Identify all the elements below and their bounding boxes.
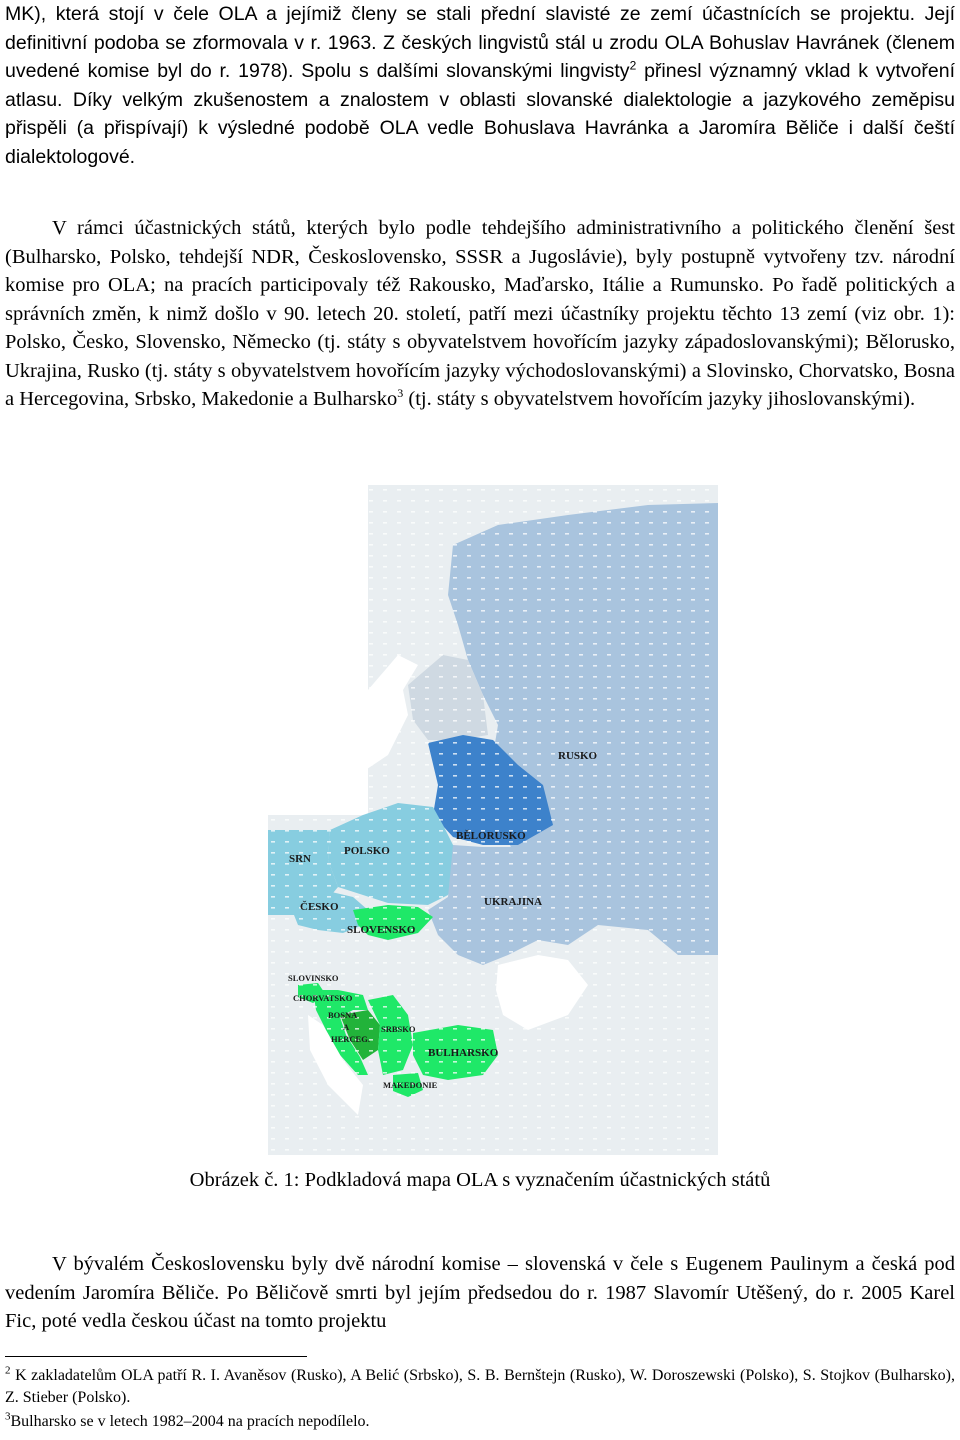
paragraph-2 [5, 214, 955, 414]
paragraph-1 [5, 0, 955, 171]
footnote-3-text: Bulharsko se v letech 1982–2004 na pracích nepodílelo. [10, 1413, 370, 1430]
map-label-ukrajina: UKRAJINA [484, 896, 543, 908]
footnote-ref-3[interactable]: 3 [397, 386, 404, 401]
map-label-polsko: POLSKO [344, 845, 390, 857]
paragraph-2-text-b: (tj. státy s obyvatelstvem hovořícím jazyky jihoslovanskými). [403, 388, 916, 410]
footnote-2 [5, 1365, 955, 1409]
footnote-3 [5, 1411, 955, 1433]
footnote-ref-2[interactable]: 2 [629, 58, 637, 73]
map-label-cesko: ČESKO [300, 901, 339, 913]
ola-base-map [268, 485, 718, 1155]
footnote-2-text: K zakladatelům OLA patří R. I. Avaněsov (Rusko), A Belić (Srbsko), S. B. Bernštejn (Rusko), W. Doroszewski (Polsko), S. Stojkov (Bulharsko), Z. Stieber (Polsko). [5, 1367, 956, 1406]
paragraph-3: V bývalém Československu byly dvě národní komise – slovenská v čele s Eugenem Paulinym a česká pod vedením Jaromíra Běliče. Po Běličově smrti byl jejím předsedou do r. 1987 Slavomír Utěšený, do r. 2005 Karel Fic, poté vedla českou účast na tomto projektu [5, 1253, 955, 1332]
map-label-makedonie: MAKEDONIE [383, 1080, 438, 1090]
map-label-slovensko: SLOVENSKO [347, 924, 416, 936]
map-label-slovinsko: SLOVINSKO [288, 973, 339, 983]
paragraph-1-text-a: MK), která stojí v čele OLA a jejímiž členy se stali přední slavisté ze zemí účastnících se projektu. Její definitivní podoba se zformovala v r. 1963. Z českých lingvistů stál u zrodu OLA Bohuslav Havránek (členem uvedené komise byl do r. 1978). Spolu s dalšími slovanskými lingvisty [5, 3, 955, 82]
map-svg [268, 485, 718, 1155]
map-label-bosna-2: A [343, 1022, 350, 1032]
figure-caption: Obrázek č. 1: Podkladová mapa OLA s vyznačením účastnických států [189, 1169, 771, 1191]
map-label-chorvatsko: CHORVATSKO [293, 993, 353, 1003]
map-label-bulharsko: BULHARSKO [428, 1047, 499, 1059]
map-label-srn: SRN [289, 853, 312, 865]
footnote-3-number: 3 [5, 1410, 11, 1423]
paragraph-1-text-b: přinesl významný vklad k vytvoření atlasu. Díky velkým zkušenostem a znalostem v oblasti slovanské dialektologie a jazykového zeměpisu přispěli (a přispívají) k výsledné podobě OLA vedle Bohuslava Havránka a Jaromíra Běliče i další čeští dialektologové. [5, 60, 955, 168]
map-label-bosna-1: BOSNA [328, 1010, 358, 1020]
map-label-belorusko: BĚLORUSKO [456, 830, 526, 842]
footnote-2-number: 2 [5, 1364, 11, 1377]
map-label-bosna-3: HERCEG. [331, 1034, 370, 1044]
map-label-rusko: RUSKO [558, 750, 598, 762]
map-label-srbsko: SRBSKO [381, 1024, 416, 1034]
paragraph-2-text-a: V rámci účastnických států, kterých bylo podle tehdejšího administrativního a politického členění šest (Bulharsko, Polsko, tehdejší NDR, Československo, SSSR a Jugoslávie), byly postupně vytvořeny tzv. národní komise pro OLA; na pracích participovaly též Rakousko, Maďarsko, Itálie a Rumunsko. Po řadě politických a správních změn, k nimž došlo v 90. letech 20. století, patří mezi účastníky projektu těchto 13 zemí (viz obr. 1): Polsko, Česko, Slovensko, Německo (tj. státy s obyvatelstvem hovořícím jazyky západoslovanskými); Bělorusko, Ukrajina, Rusko (tj. státy s obyvatelstvem hovořícím jazyky východoslovanskými) a Slovinsko, Chorvatsko, Bosna a Hercegovina, Srbsko, Makedonie a Bulharsko [5, 217, 955, 410]
footnote-separator [5, 1356, 307, 1357]
